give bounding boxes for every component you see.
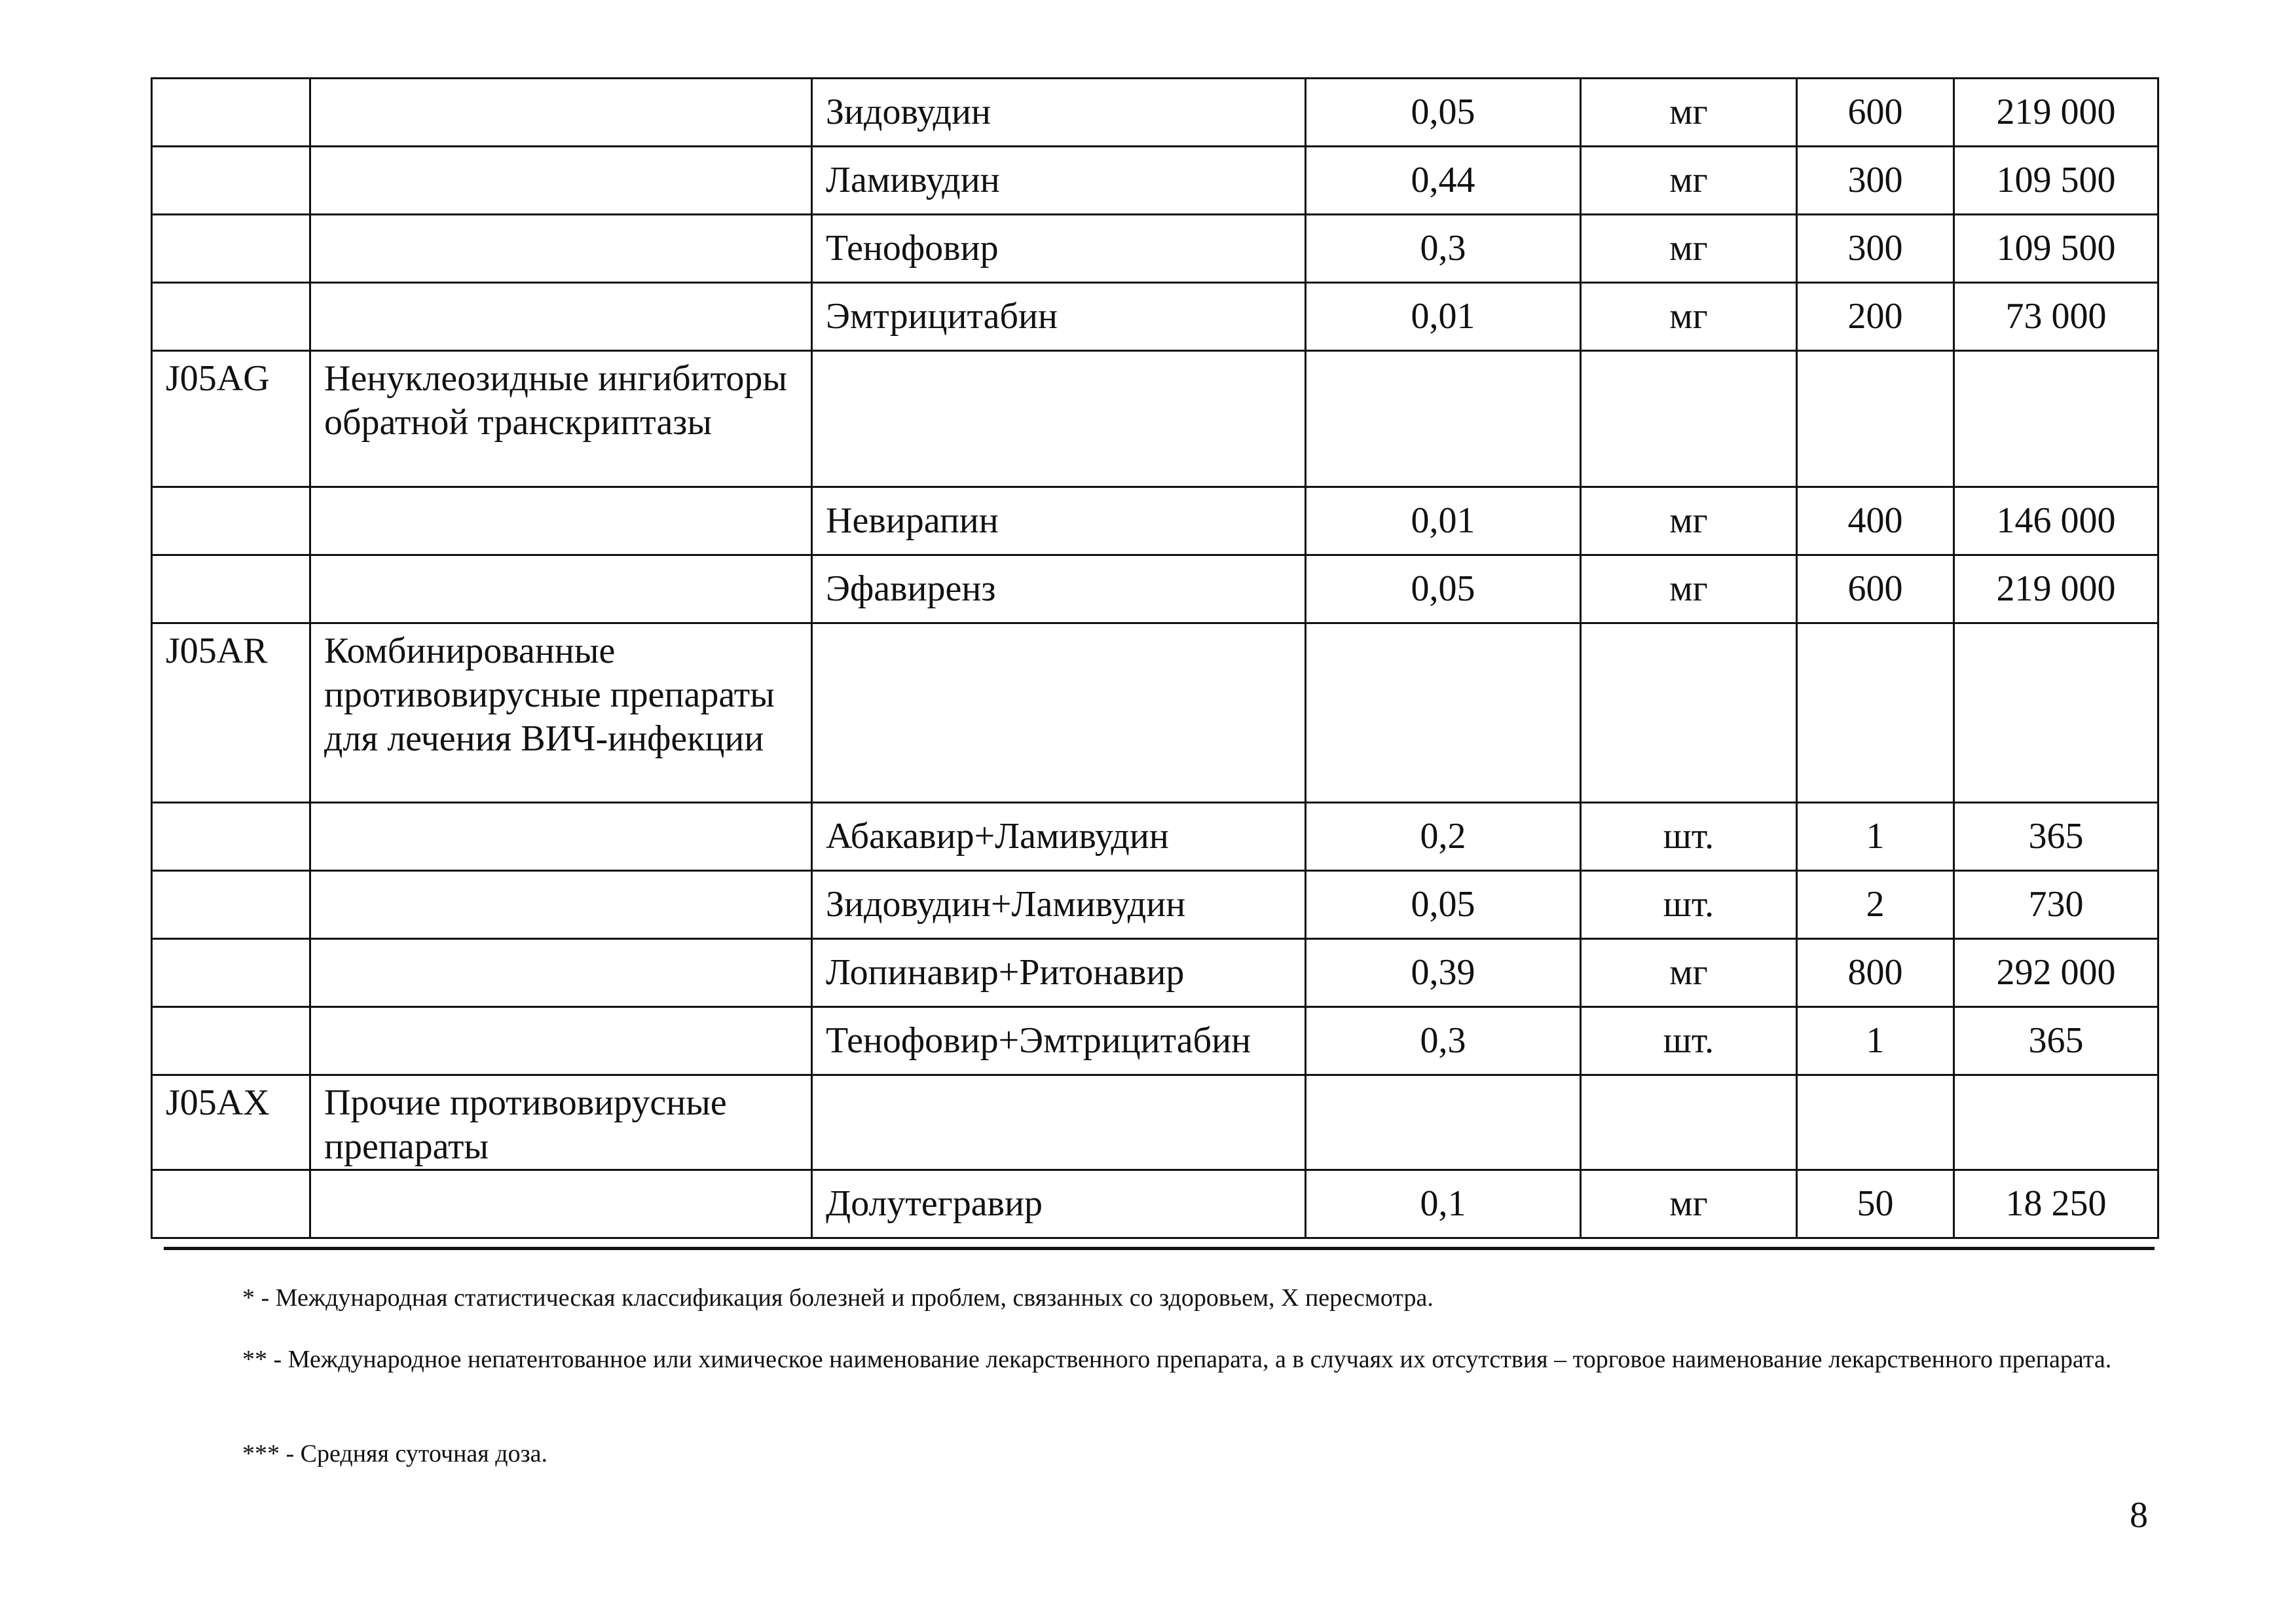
- atc-code-cell: [152, 555, 310, 623]
- drug-name-cell: Тенофовир+Эмтрицитабин: [812, 1007, 1306, 1075]
- daily-dose-cell: [1797, 1075, 1954, 1170]
- atc-group-name-cell: [310, 147, 812, 215]
- share-cell: 0,05: [1306, 79, 1581, 147]
- daily-dose-cell: [1797, 623, 1954, 803]
- daily-dose-cell: 1: [1797, 803, 1954, 871]
- drug-name-cell: Невирапин: [812, 487, 1306, 555]
- course-dose-cell: 292 000: [1954, 939, 2158, 1007]
- drug-name-cell: Зидовудин: [812, 79, 1306, 147]
- drug-name-cell: Эфавиренз: [812, 555, 1306, 623]
- atc-code-cell: [152, 803, 310, 871]
- drug-table: [151, 77, 2159, 1239]
- table-group-row: [152, 1075, 2158, 1170]
- drug-name-cell: [812, 1075, 1306, 1170]
- table-group-row: [152, 623, 2158, 803]
- table-row: [152, 487, 2158, 555]
- atc-group-name-cell: Комбинированные противовирусные препараты для лечения ВИЧ-инфекции: [310, 623, 812, 803]
- daily-dose-cell: 400: [1797, 487, 1954, 555]
- footnote-divider: [164, 1247, 2155, 1250]
- unit-cell: шт.: [1581, 871, 1797, 939]
- atc-group-name-cell: Прочие противовирусные препараты: [310, 1075, 812, 1170]
- atc-code-cell: J05AX: [152, 1075, 310, 1170]
- table-group-row: [152, 351, 2158, 487]
- atc-code-cell: [152, 79, 310, 147]
- table-row: [152, 939, 2158, 1007]
- unit-cell: [1581, 351, 1797, 487]
- daily-dose-cell: 800: [1797, 939, 1954, 1007]
- share-cell: 0,01: [1306, 487, 1581, 555]
- drug-name-cell: Эмтрицитабин: [812, 283, 1306, 351]
- course-dose-cell: 73 000: [1954, 283, 2158, 351]
- atc-group-name-cell: [310, 1170, 812, 1238]
- daily-dose-cell: 1: [1797, 1007, 1954, 1075]
- course-dose-cell: [1954, 1075, 2158, 1170]
- atc-group-name-cell: [310, 79, 812, 147]
- atc-group-name-cell: [310, 555, 812, 623]
- footnote-daily-dose: *** - Средняя суточная доза.: [242, 1440, 547, 1467]
- drug-name-cell: Зидовудин+Ламивудин: [812, 871, 1306, 939]
- atc-code-cell: J05AR: [152, 623, 310, 803]
- page-number: 8: [2130, 1495, 2148, 1536]
- daily-dose-cell: 300: [1797, 147, 1954, 215]
- course-dose-cell: 18 250: [1954, 1170, 2158, 1238]
- atc-group-name-cell: [310, 803, 812, 871]
- course-dose-cell: 109 500: [1954, 147, 2158, 215]
- unit-cell: мг: [1581, 147, 1797, 215]
- unit-cell: мг: [1581, 939, 1797, 1007]
- atc-code-cell: [152, 1007, 310, 1075]
- course-dose-cell: 730: [1954, 871, 2158, 939]
- atc-code-cell: [152, 487, 310, 555]
- daily-dose-cell: 300: [1797, 215, 1954, 283]
- table-row: [152, 871, 2158, 939]
- unit-cell: мг: [1581, 283, 1797, 351]
- atc-group-name-cell: [310, 487, 812, 555]
- drug-name-cell: Лопинавир+Ритонавир: [812, 939, 1306, 1007]
- course-dose-cell: 219 000: [1954, 555, 2158, 623]
- share-cell: 0,44: [1306, 147, 1581, 215]
- share-cell: 0,39: [1306, 939, 1581, 1007]
- share-cell: [1306, 351, 1581, 487]
- daily-dose-cell: 2: [1797, 871, 1954, 939]
- unit-cell: мг: [1581, 555, 1797, 623]
- unit-cell: [1581, 623, 1797, 803]
- table-row: [152, 803, 2158, 871]
- course-dose-cell: 146 000: [1954, 487, 2158, 555]
- atc-code-cell: [152, 1170, 310, 1238]
- share-cell: 0,1: [1306, 1170, 1581, 1238]
- table-row: [152, 283, 2158, 351]
- course-dose-cell: [1954, 351, 2158, 487]
- atc-group-name-cell: [310, 1007, 812, 1075]
- course-dose-cell: 365: [1954, 803, 2158, 871]
- atc-group-name-cell: [310, 939, 812, 1007]
- atc-group-name-cell: [310, 215, 812, 283]
- daily-dose-cell: 200: [1797, 283, 1954, 351]
- table-row: [152, 147, 2158, 215]
- atc-group-name-cell: [310, 871, 812, 939]
- share-cell: [1306, 623, 1581, 803]
- drug-name-cell: Тенофовир: [812, 215, 1306, 283]
- drug-name-cell: Долутегравир: [812, 1170, 1306, 1238]
- course-dose-cell: 365: [1954, 1007, 2158, 1075]
- share-cell: [1306, 1075, 1581, 1170]
- table-row: [152, 1007, 2158, 1075]
- unit-cell: мг: [1581, 487, 1797, 555]
- unit-cell: мг: [1581, 215, 1797, 283]
- drug-name-cell: [812, 351, 1306, 487]
- drug-name-cell: Абакавир+Ламивудин: [812, 803, 1306, 871]
- table-row: [152, 215, 2158, 283]
- course-dose-cell: 109 500: [1954, 215, 2158, 283]
- share-cell: 0,2: [1306, 803, 1581, 871]
- share-cell: 0,3: [1306, 215, 1581, 283]
- unit-cell: шт.: [1581, 1007, 1797, 1075]
- share-cell: 0,01: [1306, 283, 1581, 351]
- atc-code-cell: [152, 283, 310, 351]
- share-cell: 0,3: [1306, 1007, 1581, 1075]
- table-row: [152, 79, 2158, 147]
- atc-group-name-cell: Ненуклеозидные ингибиторы обратной транскриптазы: [310, 351, 812, 487]
- daily-dose-cell: 50: [1797, 1170, 1954, 1238]
- daily-dose-cell: 600: [1797, 555, 1954, 623]
- footnote-inn: ** - Международное непатентованное или химическое наименование лекарственного препарата, а в случаях их отсутствия – торговое наименование лекарственного препарата.: [242, 1346, 2112, 1373]
- daily-dose-cell: [1797, 351, 1954, 487]
- footnote-icd: * - Международная статистическая классификация болезней и проблем, связанных со здоровьем, X пересмотра.: [242, 1284, 1434, 1312]
- share-cell: 0,05: [1306, 871, 1581, 939]
- unit-cell: [1581, 1075, 1797, 1170]
- table-row: [152, 555, 2158, 623]
- drug-name-cell: [812, 623, 1306, 803]
- atc-code-cell: [152, 871, 310, 939]
- course-dose-cell: 219 000: [1954, 79, 2158, 147]
- table-row: [152, 1170, 2158, 1238]
- atc-code-cell: [152, 215, 310, 283]
- course-dose-cell: [1954, 623, 2158, 803]
- unit-cell: мг: [1581, 79, 1797, 147]
- atc-code-cell: [152, 939, 310, 1007]
- share-cell: 0,05: [1306, 555, 1581, 623]
- atc-code-cell: [152, 147, 310, 215]
- drug-name-cell: Ламивудин: [812, 147, 1306, 215]
- atc-group-name-cell: [310, 283, 812, 351]
- unit-cell: шт.: [1581, 803, 1797, 871]
- atc-code-cell: J05AG: [152, 351, 310, 487]
- daily-dose-cell: 600: [1797, 79, 1954, 147]
- unit-cell: мг: [1581, 1170, 1797, 1238]
